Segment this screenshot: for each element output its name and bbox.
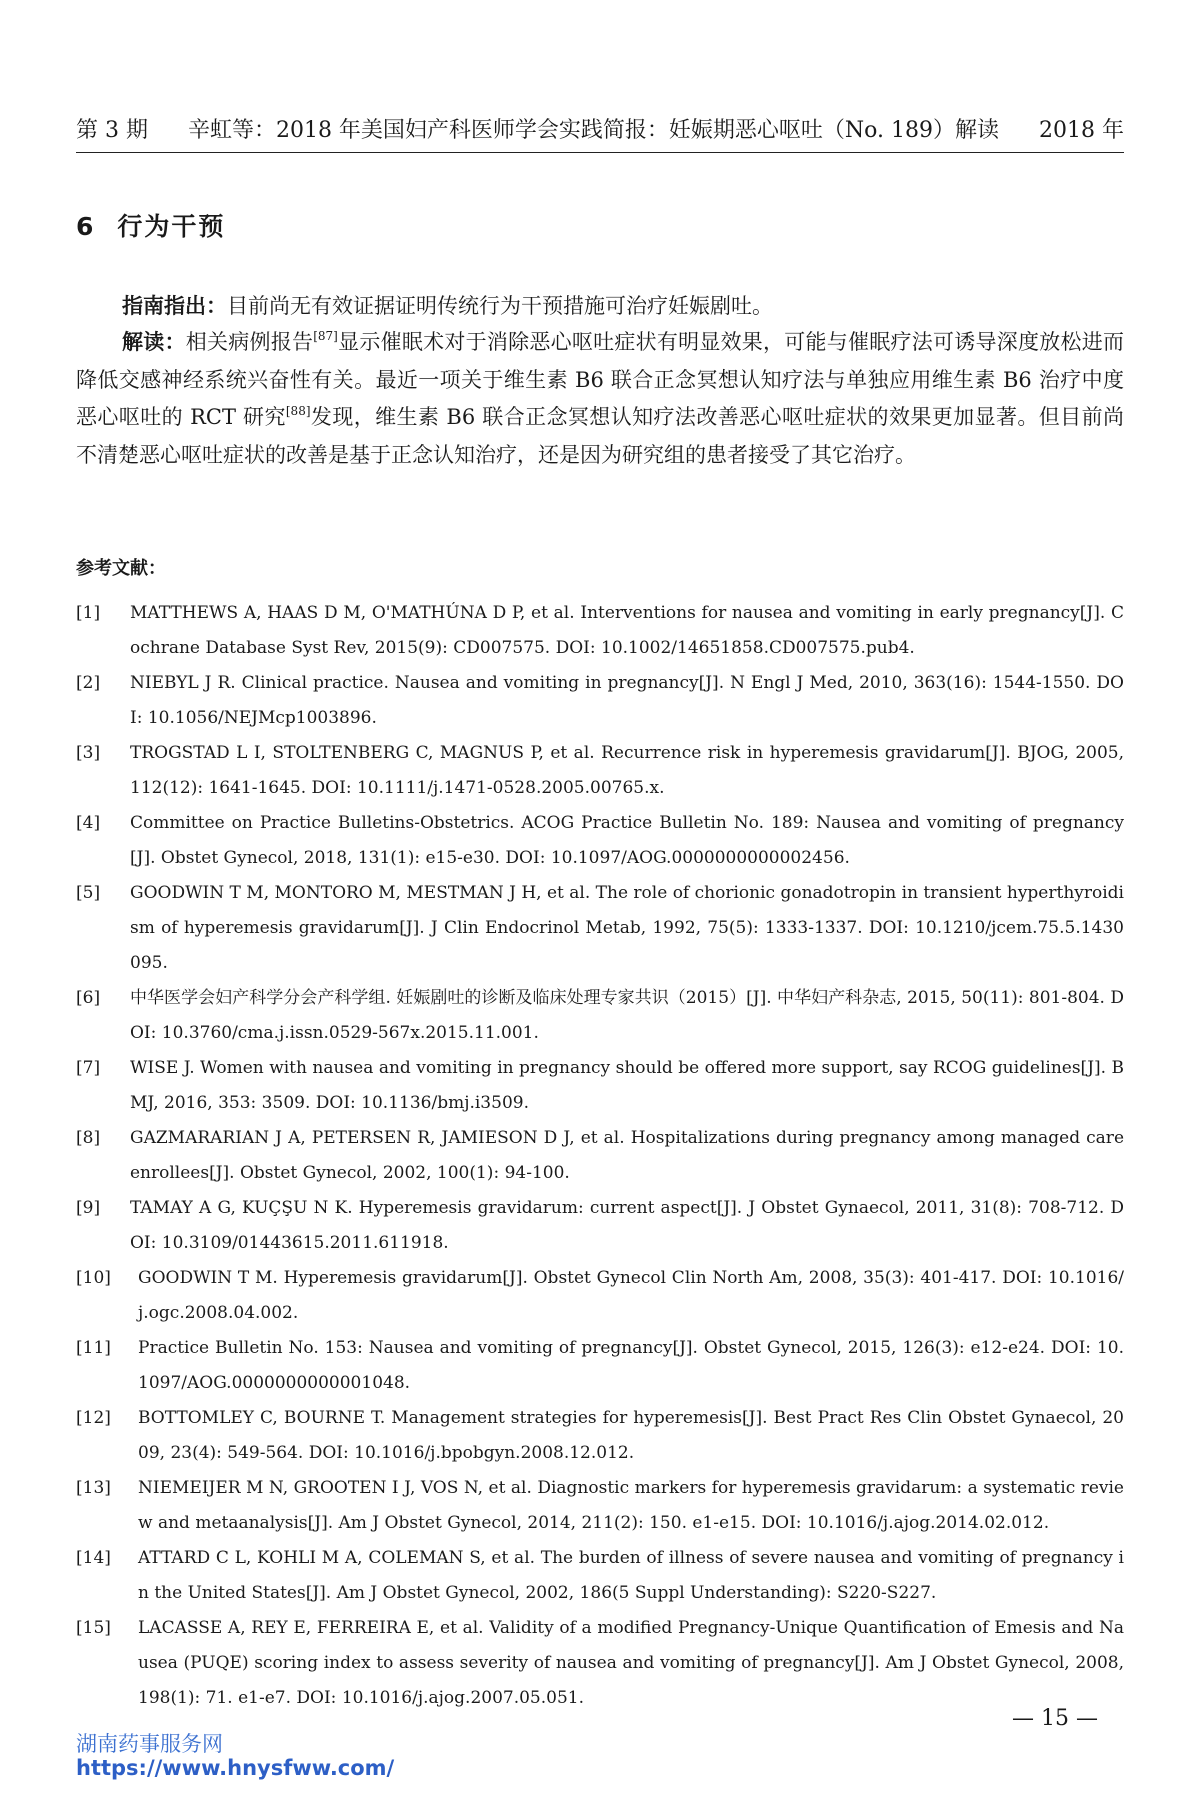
reference-item xyxy=(76,1331,1124,1401)
section-heading xyxy=(76,207,225,243)
reference-item xyxy=(76,596,1124,666)
reference-text: GOODWIN T M. Hyperemesis gravidarum[J]. Obstet Gynecol Clin North Am, 2008, 35(3): 401-417. DOI: 10.1016/j.ogc.2008.04.002. xyxy=(138,1268,1124,1323)
reference-text: Practice Bulletin No. 153: Nausea and vomiting of pregnancy[J]. Obstet Gynecol, 2015, 126(3): e12-e24. DOI: 10.1097/AOG.0000000000001048. xyxy=(138,1338,1124,1393)
reference-item xyxy=(76,1261,1124,1331)
reference-text: GOODWIN T M, MONTORO M, MESTMAN J H, et al. The role of chorionic gonadotropin in transient hyperthyroidism of hyperemesis gravidarum[J]. J Clin Endocrinol Metab, 1992, 75(5): 1333-1337. DOI: 10.1210/jcem.75.5.1430095. xyxy=(130,883,1124,973)
reference-number: [5] xyxy=(76,883,101,903)
reference-list xyxy=(76,596,1124,1716)
reference-text: WISE J. Women with nausea and vomiting in pregnancy should be offered more support, say RCOG guidelines[J]. BMJ, 2016, 353: 3509. DOI: 10.1136/bmj.i3509. xyxy=(130,1058,1124,1113)
header-rule xyxy=(76,152,1124,153)
interpretation-text-1: 相关病例报告 xyxy=(185,330,314,354)
reference-text: MATTHEWS A, HAAS D M, O'MATHÚNA D P, et al. Interventions for nausea and vomiting in early pregnancy[J]. Cochrane Database Syst Rev, 2015(9): CD007575. DOI: 10.1002/14651858.CD007575.pub4. xyxy=(130,603,1124,658)
reference-text: Committee on Practice Bulletins-Obstetrics. ACOG Practice Bulletin No. 189: Nausea and vomiting of pregnancy[J]. Obstet Gynecol, 2018, 131(1): e15-e30. DOI: 10.1097/AOG.0000000000002456. xyxy=(130,813,1124,868)
reference-number: [1] xyxy=(76,603,101,623)
header-year: 2018 年 xyxy=(1039,117,1124,143)
reference-number: [3] xyxy=(76,743,101,763)
reference-number: [6] xyxy=(76,988,101,1008)
reference-number: [2] xyxy=(76,673,101,693)
reference-item xyxy=(76,736,1124,806)
reference-number: [8] xyxy=(76,1128,101,1148)
reference-number: [10] xyxy=(76,1268,111,1288)
watermark-url-link[interactable]: https://www.hnysfww.com/ xyxy=(76,1756,395,1780)
section-title: 行为干预 xyxy=(117,212,226,241)
citation-88: [88] xyxy=(285,404,311,418)
interpretation-paragraph xyxy=(76,324,1124,474)
guideline-lead: 指南指出： xyxy=(122,294,227,318)
reference-item xyxy=(76,981,1124,1051)
reference-item xyxy=(76,1541,1124,1611)
reference-number: [4] xyxy=(76,813,101,833)
reference-text: TAMAY A G, KUÇŞU N K. Hyperemesis gravidarum: current aspect[J]. J Obstet Gynaecol, 2011, 31(8): 708-712. DOI: 10.3109/01443615.2011.611918. xyxy=(130,1198,1124,1253)
reference-item xyxy=(76,876,1124,981)
reference-item xyxy=(76,1611,1124,1716)
guideline-paragraph xyxy=(122,287,1122,325)
reference-item xyxy=(76,1051,1124,1121)
reference-text: ATTARD C L, KOHLI M A, COLEMAN S, et al. The burden of illness of severe nausea and vomiting of pregnancy in the United States[J]. Am J Obstet Gynecol, 2002, 186(5 Suppl Understanding): S220-S227. xyxy=(138,1548,1124,1603)
reference-item xyxy=(76,666,1124,736)
reference-item xyxy=(76,806,1124,876)
interpretation-text-2: 显示催眠术对于消除恶心呕吐症状有明显效果，可能与催眠疗法可诱导深度放松进而降低交感神经系统兴奋性有关。最近一项关于维生素 B6 联合正念冥想认知疗法与单独应用维生素 B6 治疗中度恶心呕吐的 RCT 研究 xyxy=(76,330,1125,429)
running-header xyxy=(76,108,1124,148)
reference-item xyxy=(76,1121,1124,1191)
watermark-site-name: 湖南药事服务网 xyxy=(76,1732,223,1756)
reference-number: [7] xyxy=(76,1058,101,1078)
running-title: 辛虹等：2018 年美国妇产科医师学会实践简报：妊娠期恶心呕吐（No. 189）解读 xyxy=(187,117,1000,143)
reference-number: [15] xyxy=(76,1618,111,1638)
reference-item xyxy=(76,1401,1124,1471)
reference-number: [13] xyxy=(76,1478,111,1498)
reference-text: GAZMARARIAN J A, PETERSEN R, JAMIESON D J, et al. Hospitalizations during pregnancy among managed care enrollees[J]. Obstet Gynecol, 2002, 100(1): 94-100. xyxy=(130,1128,1124,1183)
references-heading: 参考文献： xyxy=(76,558,166,579)
citation-87: [87] xyxy=(313,329,338,343)
interpretation-text-3: 发现，维生素 B6 联合正念冥想认知疗法改善恶心呕吐症状的效果更加显著。但目前尚不清楚恶心呕吐症状的改善是基于正念认知治疗，还是因为研究组的患者接受了其它治疗。 xyxy=(76,405,1124,467)
reference-item xyxy=(76,1191,1124,1261)
reference-number: [12] xyxy=(76,1408,111,1428)
section-number: 6 xyxy=(76,212,96,241)
reference-text: TROGSTAD L I, STOLTENBERG C, MAGNUS P, et al. Recurrence risk in hyperemesis gravidarum[J]. BJOG, 2005, 112(12): 1641-1645. DOI: 10.1111/j.1471-0528.2005.00765.x. xyxy=(130,743,1124,798)
reference-number: [11] xyxy=(76,1338,111,1358)
reference-text: 中华医学会妇产科学分会产科学组. 妊娠剧吐的诊断及临床处理专家共识（2015）[J]. 中华妇产科杂志, 2015, 50(11): 801-804. DOI: 10.3760/cma.j.issn.0529-567x.2015.11.001. xyxy=(130,988,1124,1043)
reference-number: [9] xyxy=(76,1198,101,1218)
reference-text: BOTTOMLEY C, BOURNE T. Management strategies for hyperemesis[J]. Best Pract Res Clin Obstet Gynaecol, 2009, 23(4): 549-564. DOI: 10.1016/j.bpobgyn.2008.12.012. xyxy=(138,1408,1124,1463)
reference-item xyxy=(76,1471,1124,1541)
reference-number: [14] xyxy=(76,1548,111,1568)
interpretation-lead: 解读： xyxy=(122,330,186,354)
issue-number: 第 3 期 xyxy=(76,117,148,143)
page-number: — 15 — xyxy=(1012,1706,1098,1731)
guideline-text: 目前尚无有效证据证明传统行为干预措施可治疗妊娠剧吐。 xyxy=(227,294,773,318)
reference-text: LACASSE A, REY E, FERREIRA E, et al. Validity of a modified Pregnancy-Unique Quantification of Emesis and Nausea (PUQE) scoring index to assess severity of nausea and vomiting of pregnancy[J]. Am J Obstet Gynecol, 2008, 198(1): 71. e1-e7. DOI: 10.1016/j.ajog.2007.05.051. xyxy=(138,1618,1124,1708)
reference-text: NIEMEIJER M N, GROOTEN I J, VOS N, et al. Diagnostic markers for hyperemesis gravidarum: a systematic review and metaanalysis[J]. Am J Obstet Gynecol, 2014, 211(2): 150. e1-e15. DOI: 10.1016/j.ajog.2014.02.012. xyxy=(138,1478,1124,1533)
reference-text: NIEBYL J R. Clinical practice. Nausea and vomiting in pregnancy[J]. N Engl J Med, 2010, 363(16): 1544-1550. DOI: 10.1056/NEJMcp1003896. xyxy=(130,673,1124,728)
